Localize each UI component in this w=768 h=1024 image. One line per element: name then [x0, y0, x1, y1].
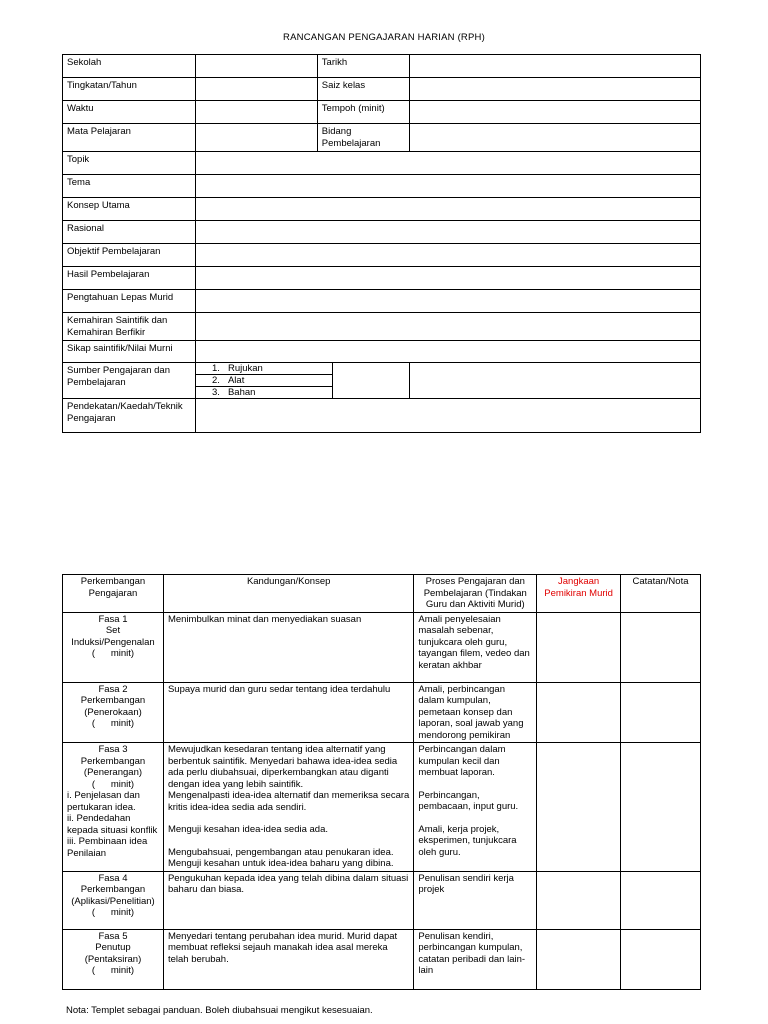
field-pendekatan[interactable]	[195, 399, 700, 433]
label-sikap: Sikap saintifik/Nilai Murni	[63, 341, 196, 363]
fasa1-minit: ( minit)	[91, 648, 135, 659]
fasa4-proses: Penulisan sendiri kerja projek	[414, 871, 537, 929]
fasa3-proses-3: Amali, kerja projek, eksperimen, tunjukcara oleh guru.	[418, 823, 517, 858]
fasa3-step-1: i. Penjelasan dan pertukaran idea.	[67, 790, 140, 813]
fasa4-minit: ( minit)	[91, 907, 135, 918]
field-mata-pelajaran[interactable]	[195, 124, 317, 152]
label-pengetahuan: Pengtahuan Lepas Murid	[63, 290, 196, 313]
fasa3-kandungan-4: Mengubahsuai, pengembangan atau penukaran idea. Menguji kesahan untuk idea-idea baharu yang dibina.	[167, 846, 394, 869]
fasa5-sub: Penutup (Pentaksiran)	[84, 942, 142, 965]
fasa3-step-3: iii. Pembinaan idea Penilaian	[67, 836, 148, 859]
header-table	[62, 54, 701, 433]
fasa3-kandungan-2: Mengenalpasti idea-idea alternatif dan memeriksa secara kritis idea-idea sedia ada sendiri.	[167, 790, 410, 813]
header-proses: Proses Pengajaran dan Pembelajaran (Tindakan Guru dan Aktiviti Murid)	[414, 575, 537, 613]
fasa4-jangkaan[interactable]	[537, 871, 621, 929]
fasa3-name: Fasa 3	[98, 744, 128, 755]
fasa5-name: Fasa 5	[98, 930, 128, 942]
label-konsep-utama: Konsep Utama	[63, 198, 196, 221]
fasa2-proses: Amali, perbincangan dalam kumpulan, pemetaan konsep dan laporan, soal jawab yang mendorong pemikiran	[414, 682, 537, 743]
table-row	[63, 871, 701, 929]
label-pendekatan: Pendekatan/Kaedah/Teknik Pengajaran	[63, 399, 196, 433]
fasa2-kandungan: Supaya murid dan guru sedar tentang idea terdahulu	[163, 682, 413, 743]
field-saiz-kelas[interactable]	[409, 78, 700, 101]
label-mata-pelajaran: Mata Pelajaran	[63, 124, 196, 152]
label-rasional: Rasional	[63, 221, 196, 244]
label-waktu: Waktu	[63, 101, 196, 124]
field-konsep-utama[interactable]	[195, 198, 700, 221]
lesson-table	[62, 574, 701, 990]
label-tingkatan: Tingkatan/Tahun	[63, 78, 196, 101]
fasa1-name: Fasa 1	[98, 613, 128, 625]
fasa3-sub: Perkembangan (Penerangan)	[80, 755, 146, 778]
field-waktu[interactable]	[195, 101, 317, 124]
field-sumber[interactable]	[409, 363, 700, 399]
fasa2-name: Fasa 2	[98, 683, 128, 695]
footer-note: Nota: Templet sebagai panduan. Boleh diubahsuai mengikut kesesuaian.	[66, 1005, 373, 1016]
label-hasil: Hasil Pembelajaran	[63, 267, 196, 290]
label-tema: Tema	[63, 175, 196, 198]
field-pengetahuan[interactable]	[195, 290, 700, 313]
field-tema[interactable]	[195, 175, 700, 198]
table-row	[63, 612, 701, 682]
fasa3-kandungan-3: Menguji kesahan idea-idea sedia ada.	[167, 824, 328, 835]
field-objektif[interactable]	[195, 244, 700, 267]
fasa1-catatan[interactable]	[621, 612, 701, 682]
fasa3-step-2: ii. Pendedahan kepada situasi konflik	[67, 813, 158, 836]
fasa4-cell	[63, 871, 164, 929]
fasa1-cell	[63, 612, 164, 682]
label-tarikh: Tarikh	[317, 55, 409, 78]
label-tempoh: Tempoh (minit)	[317, 101, 409, 124]
fasa3-catatan[interactable]	[621, 743, 701, 872]
fasa4-name: Fasa 4	[98, 872, 128, 884]
field-kemahiran[interactable]	[195, 313, 700, 341]
fasa4-sub: Perkembangan (Aplikasi/Penelitian)	[71, 884, 155, 907]
fasa1-proses: Amali penyelesaian masalah sebenar, tunjukcara oleh guru, tayangan filem, vedeo dan keratan akhbar	[414, 612, 537, 682]
field-tarikh[interactable]	[409, 55, 700, 78]
fasa2-sub: Perkembangan (Penerokaan)	[80, 695, 146, 718]
label-sumber: Sumber Pengajaran dan Pembelajaran	[63, 363, 196, 399]
fasa2-jangkaan[interactable]	[537, 682, 621, 743]
fasa1-kandungan: Menimbulkan minat dan menyediakan suasan	[163, 612, 413, 682]
fasa3-proses-2: Perbincangan, pembacaan, input guru.	[418, 789, 519, 812]
fasa5-jangkaan[interactable]	[537, 929, 621, 989]
fasa5-minit: ( minit)	[91, 965, 135, 976]
table-row	[63, 682, 701, 743]
field-hasil[interactable]	[195, 267, 700, 290]
fasa3-kandungan-1: Mewujudkan kesedaran tentang idea alternatif yang berbentuk saintifik. Menyedari bahawa idea-idea sedia ada perlu diubahsuai, diperkembangkan atau diganti dengan idea yang lebih saintifik.	[167, 744, 398, 790]
fasa3-minit: ( minit)	[91, 778, 135, 790]
fasa5-kandungan: Menyedari tentang perubahan idea murid. Murid dapat membuat refleksi sejauh manakah idea asal mereka telah berubah.	[163, 929, 413, 989]
header-jangkaan: Jangkaan Pemikiran Murid	[537, 575, 621, 613]
label-bidang: Bidang Pembelajaran	[317, 124, 409, 152]
fasa3-proses-1: Perbincangan dalam kumpulan kecil dan membuat laporan.	[418, 744, 506, 778]
page-title: RANCANGAN PENGAJARAN HARIAN (RPH)	[283, 32, 485, 43]
field-tingkatan[interactable]	[195, 78, 317, 101]
fasa2-cell	[63, 682, 164, 743]
field-rasional[interactable]	[195, 221, 700, 244]
fasa1-sub: Set Induksi/Pengenalan	[71, 625, 155, 648]
header-catatan: Catatan/Nota	[621, 575, 701, 613]
fasa3-jangkaan[interactable]	[537, 743, 621, 872]
sumber-item-2[interactable]: 2. Alat	[196, 375, 332, 387]
sumber-item-1[interactable]: 1. Rujukan	[196, 363, 332, 375]
sumber-list	[195, 363, 409, 399]
field-sikap[interactable]	[195, 341, 700, 363]
table-row	[63, 929, 701, 989]
label-kemahiran: Kemahiran Saintifik dan Kemahiran Berfikir	[63, 313, 196, 341]
label-topik: Topik	[63, 152, 196, 175]
fasa4-kandungan: Pengukuhan kepada idea yang telah dibina dalam situasi baharu dan biasa.	[163, 871, 413, 929]
fasa4-catatan[interactable]	[621, 871, 701, 929]
sumber-item-3[interactable]: 3. Bahan	[211, 387, 256, 398]
fasa5-catatan[interactable]	[621, 929, 701, 989]
label-sekolah: Sekolah	[63, 55, 196, 78]
fasa2-catatan[interactable]	[621, 682, 701, 743]
fasa3-proses	[414, 743, 537, 872]
label-saiz-kelas: Saiz kelas	[317, 78, 409, 101]
field-tempoh[interactable]	[409, 101, 700, 124]
fasa5-cell	[63, 929, 164, 989]
header-perkembangan: Perkembangan Pengajaran	[63, 575, 164, 613]
fasa1-jangkaan[interactable]	[537, 612, 621, 682]
fasa3-cell	[63, 743, 164, 872]
label-objektif: Objektif Pembelajaran	[63, 244, 196, 267]
table-row	[63, 743, 701, 872]
field-sekolah[interactable]	[195, 55, 317, 78]
fasa3-kandungan	[163, 743, 413, 872]
header-kandungan: Kandungan/Konsep	[163, 575, 413, 613]
fasa2-minit: ( minit)	[91, 718, 135, 729]
field-bidang[interactable]	[409, 124, 700, 152]
fasa5-proses: Penulisan kendiri, perbincangan kumpulan, catatan peribadi dan lain-lain	[414, 929, 537, 989]
field-topik[interactable]	[195, 152, 700, 175]
